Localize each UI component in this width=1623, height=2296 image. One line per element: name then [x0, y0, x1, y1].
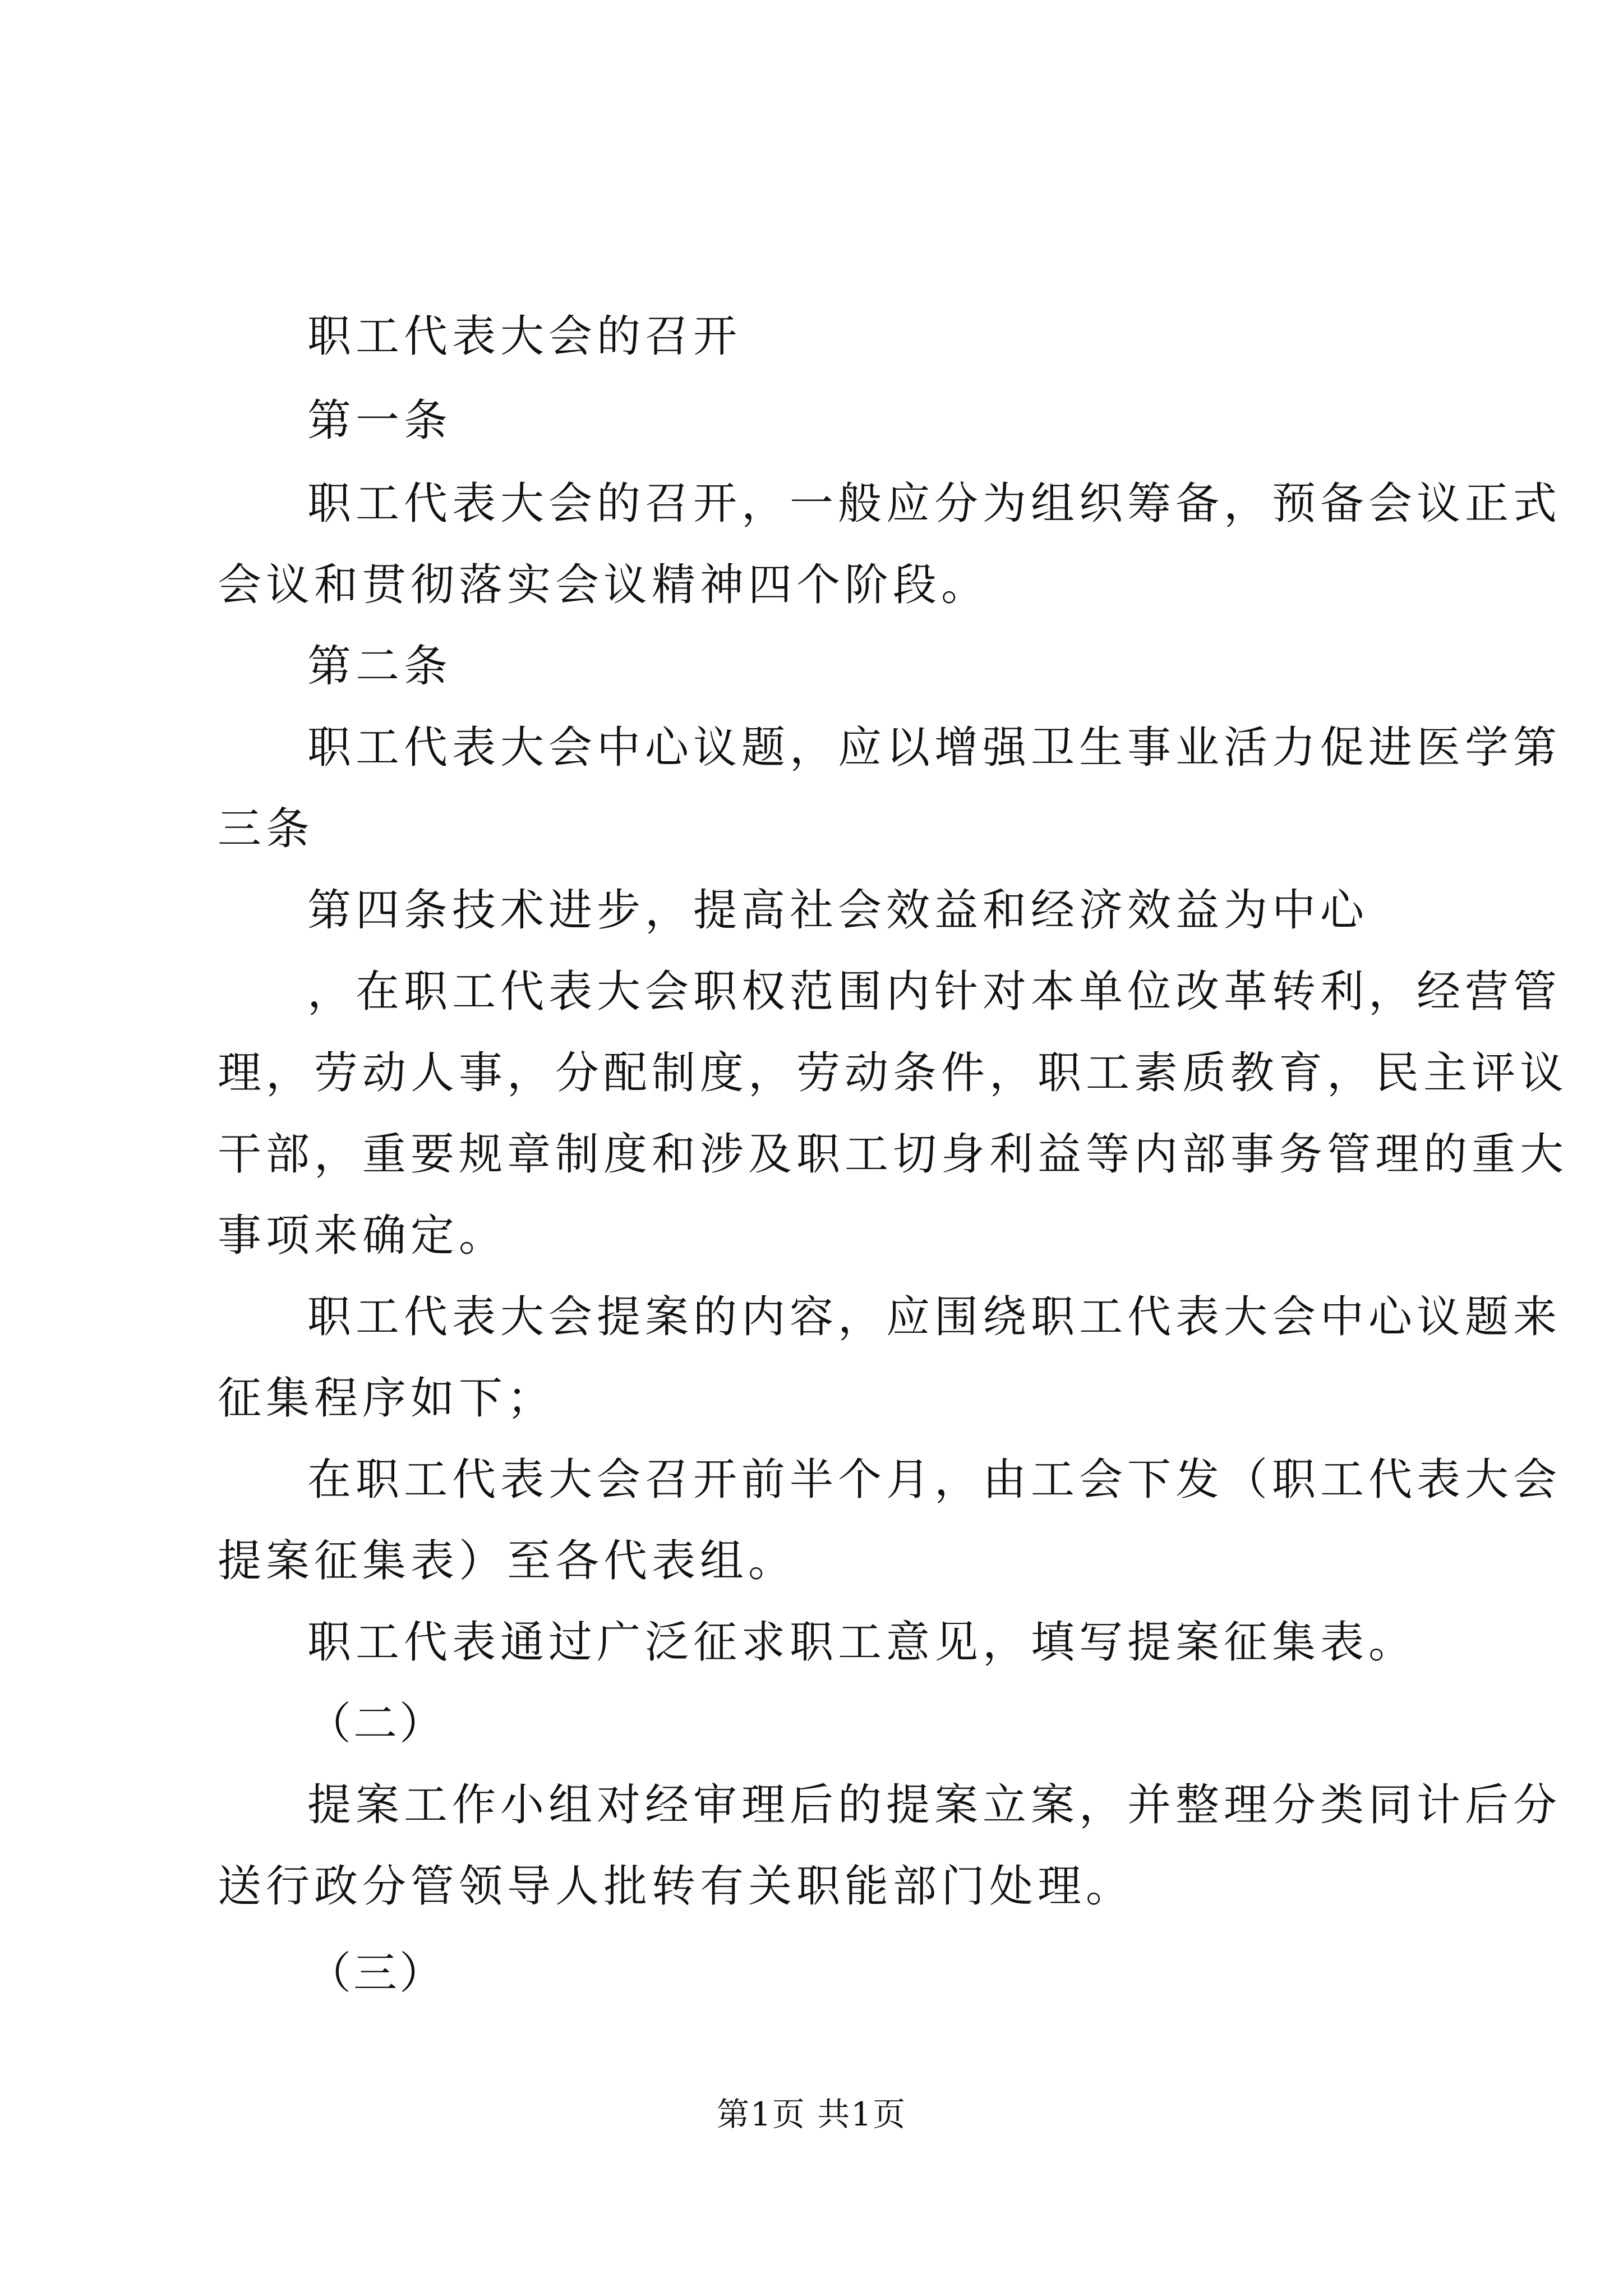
- paragraph-line: 在职工代表大会召开前半个月，由工会下发（职工代表大会: [307, 1455, 1562, 1505]
- page-number-footer: 第1页 共1页: [716, 2095, 907, 2133]
- section-marker: （二）: [307, 1699, 446, 1749]
- paragraph-line: 提案征集表）至各代表组。: [218, 1536, 797, 1586]
- article-heading: 第二条: [307, 641, 453, 692]
- document-title: 职工代表大会的召开: [307, 311, 742, 362]
- paragraph-line: 提案工作小组对经审理后的提案立案，并整理分类同计后分: [307, 1780, 1562, 1830]
- paragraph-line: 送行政分管领导人批转有关职能部门处理。: [218, 1861, 1135, 1912]
- paragraph-line: 干部，重要规章制度和涉及职工切身利益等内部事务管理的重大: [218, 1129, 1569, 1180]
- paragraph-line: ，在职工代表大会职权范围内针对本单位改革转利，经营管: [307, 967, 1562, 1017]
- paragraph-line: 职工代表通过广泛征求职工意见，填写提案征集表。: [307, 1617, 1417, 1668]
- paragraph-line: 三条: [218, 804, 315, 854]
- paragraph-line: 事项来确定。: [218, 1211, 508, 1261]
- paragraph-line: 理，劳动人事，分配制度，劳动条件，职工素质教育，民主评议: [218, 1048, 1569, 1098]
- paragraph-line: 征集程序如下；: [218, 1373, 556, 1424]
- paragraph-line: 职工代表大会的召开，一般应分为组织筹备，预备会议正式: [307, 478, 1562, 529]
- paragraph-line: 会议和贯彻落实会议精神四个阶段。: [218, 560, 990, 610]
- paragraph-line: 职工代表大会提案的内容，应围绕职工代表大会中心议题来: [307, 1292, 1562, 1342]
- section-marker: （三）: [307, 1948, 446, 1999]
- article-heading: 第一条: [307, 395, 453, 446]
- paragraph-line: 职工代表大会中心议题，应以增强卫生事业活力促进医学第: [307, 723, 1562, 773]
- paragraph-line: 第四条技术进步，提高社会效益和经济效益为中心: [307, 885, 1369, 936]
